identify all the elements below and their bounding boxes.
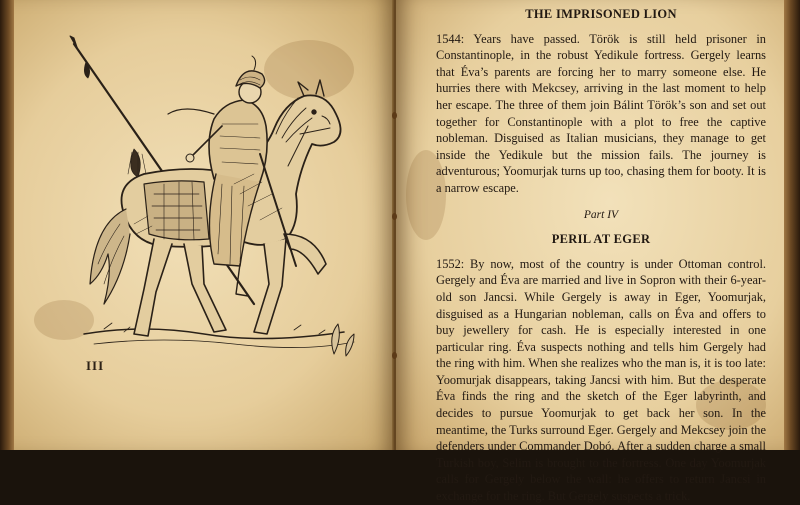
horseman-illustration — [64, 34, 364, 384]
binding-stud — [392, 112, 397, 119]
paragraph-1: 1544: Years have passed. Török is still held prisoner in Constantinople, in the robust Yedikule fortress. Gergely learns that Éva’s parents are forcing her to marry someone else. He hurries there with Mekcsey, arriving in the last moment to help her escape. The three of them join Bálint Török’s son and set out together for Constantinople with a plot to free the captive nobleman. Disguised as Italian musicians, they manage to get inside the Yedikule but the mission fails. The journey is adventurous; Yoomurjak turns up too, chasing them for booty. It is a narrow escape. — [436, 31, 766, 195]
part-label: Part IV — [583, 208, 619, 221]
right-page — [396, 0, 784, 504]
chapter-title: THE IMPRISONED LION — [525, 7, 677, 21]
paragraph-2: 1552: By now, most of the country is under Ottoman control. Gergely and Éva are married and live in Sopron with their 6-year-old son Jancsi. While Gergely is away in Eger, Yoomurjak, disguised as a Hungarian nobleman, calls on Éva and offers to buy jewellery for cash. He is especially interested in one particular ring. Éva suspects nothing and tells him Gergely had the ring with him. When she realizes who the man is, it is too late: Yoomurjak disappears, taking Jancsi with him. But the desperate Éva finds the ring and the sketch of the Eger labyrinth, and decides to pursue Yoomurjak to get back her son. In the meantime, the Turks surround Eger. Gergely and Mekcsey join the defenders under Commander Dobó. After a sudden charge a small Turkish boy, Selim is brought to the fortress. One day Yoomurjak calls for Gergely below the wall: he offers to return Jancsi in exchange for the ring. But Gergely suspects a trick. — [436, 256, 766, 504]
binding-stud — [392, 352, 397, 359]
text-column — [436, 6, 766, 505]
plate-number: III — [86, 358, 105, 373]
left-page — [14, 0, 394, 450]
binding-stud — [392, 213, 397, 220]
book-edge-left — [0, 0, 14, 450]
book-edge-right — [784, 0, 800, 450]
section-title: PERIL AT EGER — [551, 232, 651, 247]
